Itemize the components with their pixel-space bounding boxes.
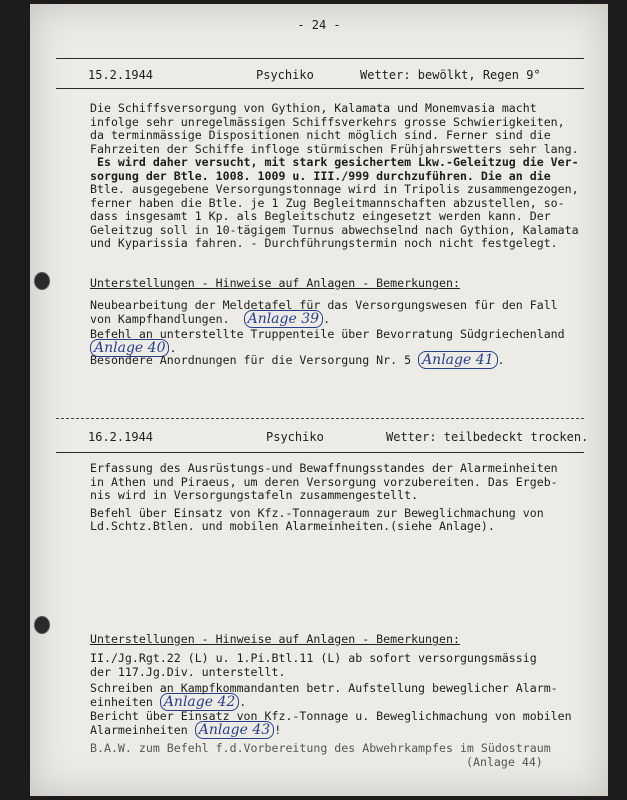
annex-label: Anlage: [163, 693, 214, 710]
annex-label: Anlage: [422, 352, 472, 368]
entry2-date: 16.2.1944: [88, 430, 154, 444]
divider-line: [56, 418, 584, 419]
note-suffix: .: [239, 694, 247, 709]
page-number: - 24 -: [297, 18, 341, 32]
entry1-body-line: da terminmässige Dispositionen nicht möglich sind. Ferner sind die: [90, 128, 551, 142]
entry1-body-line: Geleitzug soll in 10-tägigem Turnus abwechselnd nach Gythion, Kalamata: [90, 222, 579, 237]
entry2-body-line: Befehl über Einsatz von Kfz.-Tonnageraum zur Beweglichmachung von: [90, 505, 544, 520]
note-text: Neubearbeitung der Meldetafel für das Versorgungswesen für den Fall von Kampfhandlungen.: [90, 298, 558, 326]
entry1-weather-label: Wetter: bewölkt, Regen: [360, 68, 519, 82]
annex-reference: [160, 693, 239, 711]
entry1-section-heading: Unterstellungen - Hinweise auf Anlagen - Bemerkungen:: [90, 276, 460, 290]
note-suffix: !: [274, 722, 282, 737]
entry2-weather: Wetter: teilbedeckt trocken.: [386, 430, 589, 444]
entry1-note-3: [90, 354, 505, 368]
entry2-body-line: Erfassung des Ausrüstungs-und Bewaffnungsstandes der Alarmeinheiten: [90, 461, 558, 475]
entry1-body-line: dass insgesamt 1 Kp. als Begleitschutz eingesetzt werden kann. Der: [90, 209, 551, 223]
entry2-body-line: in Athen und Piraeus, um deren Versorgung vorzubereiten. Das Ergeb-: [90, 474, 558, 489]
entry1-weather: [360, 68, 541, 82]
entry2-note-5: (Anlage 44): [466, 755, 543, 769]
entry1-body-line: infolge sehr unregelmässigen Schiffsverkehrs grosse Schwierigkeiten,: [90, 114, 565, 129]
entry1-body-line: Die Schiffsversorgung von Gythion, Kalamata und Monemvasia macht: [90, 101, 537, 115]
annex-label: Anlage: [94, 339, 144, 356]
punch-hole-icon: [34, 272, 50, 290]
note-text: Schreiben an Kampfkommandanten betr. Aufstellung beweglicher Alarm- einheiten: [90, 681, 558, 709]
entry2-note-4: B.A.W. zum Befehl f.d.Vorbereitung des Abwehrkampfes im Südostraum: [90, 741, 551, 755]
entry2-note-2: [90, 682, 558, 709]
entry1-body-line: ferner haben die Btle. je 1 Zug Begleitmannschaften abzustellen, so-: [90, 195, 565, 210]
entry2-note-1: II./Jg.Rgt.22 (L) u. 1.Pi.Btl.11 (L) ab sofort versorgungsmässig der 117.Jg.Div. unterstellt.: [90, 651, 537, 679]
note-suffix: .: [497, 353, 505, 367]
annex-number: 41: [475, 352, 494, 368]
annex-number: 42: [217, 693, 236, 710]
entry1-place: Psychiko: [256, 68, 314, 82]
entry1-body: [90, 102, 579, 251]
entry1-body-line: sorgung der Btle. 1008. 1009 u. III./999 durchzuführen. Die an die: [90, 168, 551, 183]
entry1-temperature: 9°: [526, 68, 541, 82]
annex-reference: [195, 721, 274, 739]
entry1-body-line: Fahrzeiten der Schiffe infloge stürmischen Frühjahrswetters sehr lang.: [90, 141, 579, 156]
note-text: Befehl an unterstellte Truppenteile über Bevorratung Südgriechenland: [90, 327, 565, 341]
entry2-place: Psychiko: [266, 430, 324, 444]
entry2-note-3: [90, 710, 572, 737]
entry2-body: [90, 462, 558, 534]
annex-reference: [244, 310, 323, 328]
annex-label: Anlage: [247, 310, 297, 327]
annex-reference: [418, 351, 497, 369]
entry1-note-1: [90, 299, 558, 326]
annex-label: Anlage: [198, 721, 248, 738]
entry2-body-line: Ld.Schtz.Btlen. und mobilen Alarmeinheiten.(siehe Anlage).: [90, 519, 495, 533]
annex-number: 40: [147, 339, 166, 356]
divider-line: [56, 88, 584, 89]
divider-line: [56, 452, 584, 453]
entry1-body-line: Btle. ausgegebene Versorgungstonnage wird in Tripolis zusammengezogen,: [90, 182, 579, 196]
note-text: Bericht über Einsatz von Kfz.-Tonnage u. Beweglichmachung von mobilen Alarmeinheiten: [90, 709, 572, 737]
entry1-date: 15.2.1944: [88, 68, 154, 82]
note-suffix: .: [323, 311, 331, 326]
punch-hole-icon: [34, 616, 50, 634]
entry2-body-line: nis wird in Versorgungstafeln zusammengestellt.: [90, 488, 419, 502]
note-text: Besondere Anordnungen für die Versorgung Nr. 5: [90, 353, 419, 367]
entry1-body-line: Es wird daher versucht, mit stark gesichertem Lkw.-Geleitzug die Ver-: [90, 155, 579, 169]
document-page: [30, 4, 608, 796]
annex-number: 43: [252, 721, 271, 738]
entry1-body-line: und Kyparissia fahren. - Durchführungstermin noch nicht festgelegt.: [90, 236, 558, 250]
divider-line: [56, 58, 584, 59]
annex-number: 39: [301, 310, 320, 327]
entry2-section-heading: Unterstellungen - Hinweise auf Anlagen - Bemerkungen:: [90, 632, 460, 646]
note-suffix: .: [169, 340, 177, 355]
